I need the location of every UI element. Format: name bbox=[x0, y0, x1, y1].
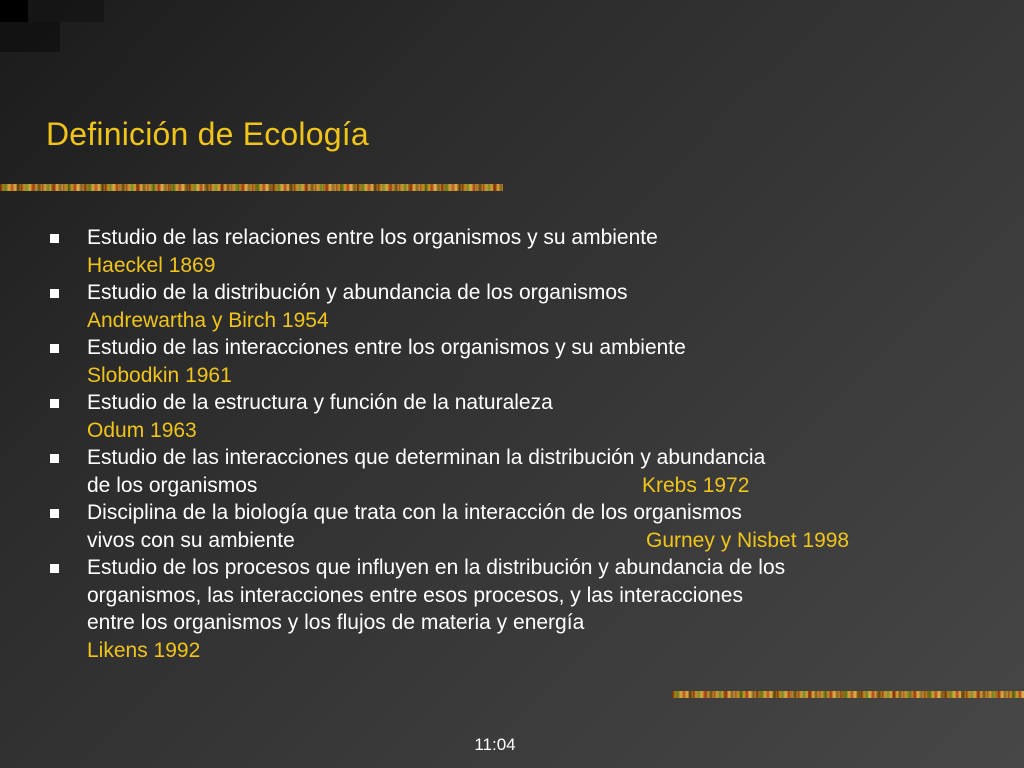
item-text-continuation bbox=[87, 472, 1024, 500]
square-bullet-icon bbox=[50, 564, 59, 573]
item-author: Krebs 1972 bbox=[642, 473, 750, 497]
square-bullet-icon bbox=[50, 289, 59, 298]
item-author: Haeckel 1869 bbox=[87, 253, 216, 277]
item-text: Estudio de las relaciones entre los organismos y su ambiente bbox=[87, 226, 658, 249]
corner-decoration bbox=[0, 22, 60, 52]
definition-list bbox=[0, 224, 1024, 664]
item-text: organismos, las interacciones entre esos procesos, y las interacciones bbox=[87, 583, 743, 607]
item-text-continuation bbox=[87, 527, 1024, 555]
list-item bbox=[0, 444, 1024, 499]
item-author: Odum 1963 bbox=[87, 418, 197, 442]
item-author: Andrewartha y Birch 1954 bbox=[87, 308, 329, 332]
item-text: Estudio de la estructura y función de la naturaleza bbox=[87, 391, 553, 414]
item-text: entre los organismos y los flujos de materia y energía bbox=[87, 611, 585, 634]
corner-decoration bbox=[28, 0, 104, 22]
list-item bbox=[0, 334, 1024, 389]
item-author: Slobodkin 1961 bbox=[87, 363, 232, 387]
item-text: Estudio de las interacciones entre los organismos y su ambiente bbox=[87, 336, 686, 359]
list-item bbox=[0, 554, 1024, 664]
list-item bbox=[0, 389, 1024, 444]
list-item bbox=[0, 499, 1024, 554]
list-item bbox=[0, 224, 1024, 279]
slide-time: 11:04 bbox=[474, 735, 516, 754]
item-text: Estudio de la distribución y abundancia de los organismos bbox=[87, 281, 628, 304]
item-text: Disciplina de la biología que trata con la interacción de los organismos bbox=[87, 501, 742, 524]
square-bullet-icon bbox=[50, 454, 59, 463]
square-bullet-icon bbox=[50, 344, 59, 353]
item-text: de los organismos bbox=[87, 473, 258, 497]
item-text: Estudio de los procesos que influyen en la distribución y abundancia de los bbox=[87, 556, 786, 579]
square-bullet-icon bbox=[50, 509, 59, 518]
corner-decoration bbox=[0, 0, 28, 22]
item-text: Estudio de las interacciones que determinan la distribución y abundancia bbox=[87, 446, 766, 469]
square-bullet-icon bbox=[50, 234, 59, 243]
slide-title: Definición de Ecología bbox=[46, 116, 369, 152]
list-item bbox=[0, 279, 1024, 334]
item-author: Gurney y Nisbet 1998 bbox=[646, 528, 850, 552]
decorative-band-top bbox=[0, 184, 503, 191]
item-author: Likens 1992 bbox=[87, 638, 201, 662]
item-text: vivos con su ambiente bbox=[87, 528, 295, 552]
decorative-band-bottom bbox=[672, 691, 1024, 698]
square-bullet-icon bbox=[50, 399, 59, 408]
